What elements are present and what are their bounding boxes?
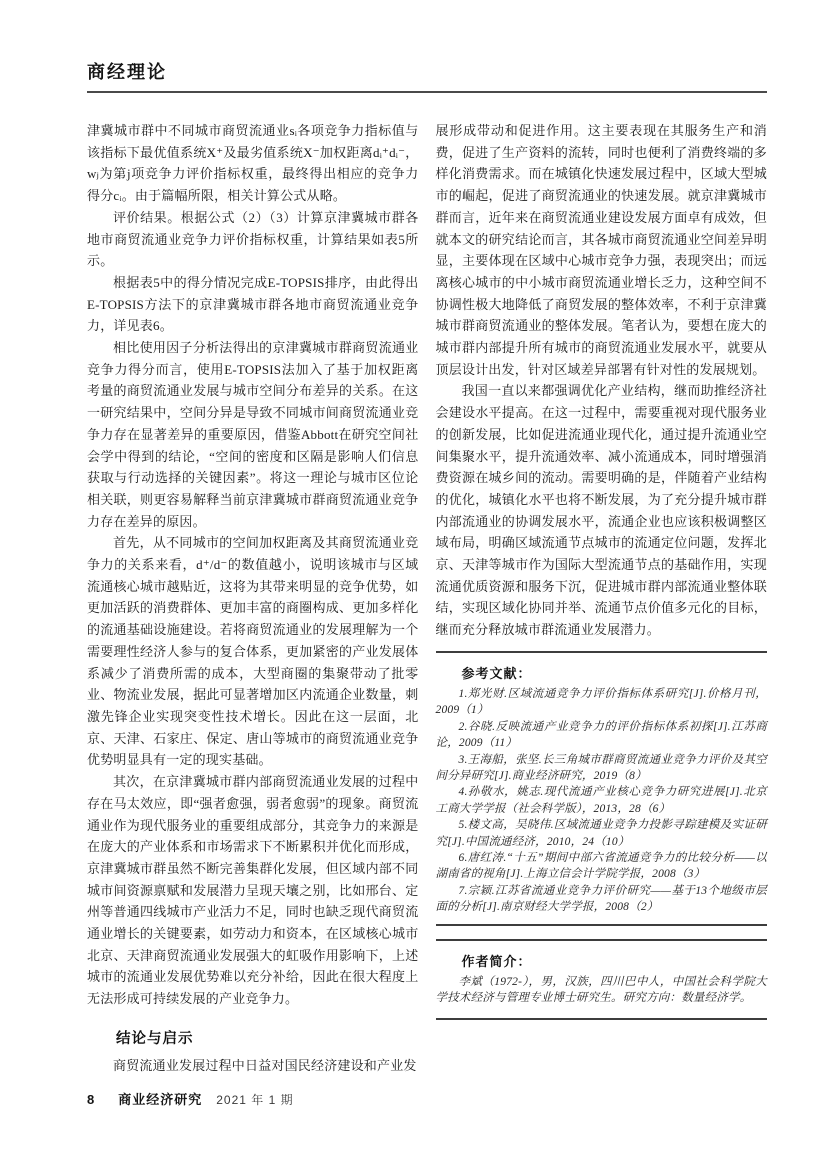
reference-item: 7.宗颖.江苏省流通业竞争力评价研究——基于13个地级市层面的分析[J].南京财经大学学报，2008（2） <box>435 884 767 914</box>
reference-item: 2.谷晓.反映流通产业竞争力的评价指标体系初探[J].江苏商论，2009（11） <box>435 720 767 750</box>
two-column-body <box>87 120 767 1077</box>
page-number: 8 <box>87 1092 95 1107</box>
body-paragraph: 我国一直以来都强调优化产业结构，继而助推经济社会建设水平提高。在这一过程中，需要重视对现代服务业的创新发展，比如促进流通业现代化，通过提升流通业空间集聚水平，提升流通效率、减小流通成本，同时增强消费资源在城乡间的流动。需要明确的是，伴随着产业结构的优化，城镇化水平也将不断发展，为了充分提升城市群内部流通业的协调发展水平，流通企业也应该积极调整区域布局，明确区域流通节点城市的流通定位问题，发挥北京、天津等城市作为国际大型流通节点的基础作用，实现流通优质资源和服务下沉，促进城市群内部流通业整体联结，实现区域化协同并举、流通节点价值多元化的目标，继而充分释放城市群流通业发展潜力。 <box>435 383 767 638</box>
reference-item: 1.郑光财.区域流通竞争力评价指标体系研究[J].价格月刊，2009（1） <box>435 687 767 717</box>
references-top-rule <box>436 651 768 653</box>
page-footer <box>87 1089 294 1108</box>
reference-item: 4.孙敬水，姚志.现代流通产业核心竞争力研究进展[J].北京工商大学学报（社会科学版），2013，28（6） <box>435 786 767 815</box>
author-section-divider <box>436 924 768 941</box>
author-bio-title: 作者简介： <box>461 953 532 969</box>
references-title: 参考文献： <box>461 665 532 681</box>
left-column <box>87 120 419 1077</box>
divider-line <box>436 924 768 926</box>
body-paragraph: 津冀城市群中不同城市商贸流通业sᵢ各项竞争力指标值与该指标下最优值系统X⁺及最劣值系统X⁻加权距离dᵢ⁺dᵢ⁻，wⱼ为第j项竞争力评价指标权重，最终得出相应的竞争力得分cᵢ。由于篇幅所限，相关计算公式从略。 <box>87 123 419 204</box>
section-header-title: 商经理论 <box>87 62 167 82</box>
body-paragraph: 展形成带动和促进作用。这主要表现在其服务生产和消费，促进了生产资料的流转，同时也便利了消费终端的多样化消费需求。而在城镇化快速发展过程中，区域大型城市的崛起，促进了商贸流通业的快速发展。就京津冀城市群而言，近年来在商贸流通业建设发展方面卓有成效，但就本文的研究结论而言，其各城市商贸流通业空间差异明显，主要体现在区域中心城市竞争力强，表现突出；而远离核心城市的中小城市商贸流通业增长乏力，这种空间不协调性极大地降低了商贸发展的整体效率，不利于京津冀城市群商贸流通业的整体发展。笔者认为，要想在庞大的城市群内部提升所有城市的商贸流通业发展水平，就要从顶层设计出发，针对区域差异部署有针对性的发展规划。 <box>435 123 767 377</box>
issue-label: 2021 年 1 期 <box>216 1093 294 1107</box>
conclusion-paragraph: 商贸流通业发展过程中日益对国民经济建设和产业发 <box>113 1057 417 1073</box>
header-rule <box>87 91 767 93</box>
body-paragraph: 根据表5中的得分情况完成E-TOPSIS排序，由此得出E-TOPSIS方法下的京津冀城市群各地市商贸流通业竞争力，详见表6。 <box>87 274 419 334</box>
author-bio-section <box>436 951 768 1007</box>
body-paragraph: 相比使用因子分析法得出的京津冀城市群商贸流通业竞争力得分而言，使用E-TOPSIS法加入了基于加权距离考量的商贸流通业发展与城市空间分布差异的关系。在这一研究结果中，空间分异是导致不同城市间商贸流通业竞争力存在显著差异的重要原因，借鉴Abbott在研究空间社会学中得到的结论，“空间的密度和区隔是影响人们信息获取与行动选择的关键因素”。将这一理论与城市区位论相关联，则更容易解释当前京津冀城市群商贸流通业竞争力存在差异的原因。 <box>87 340 419 529</box>
body-paragraph: 首先，从不同城市的空间加权距离及其商贸流通业竞争力的关系来看，d⁺/d⁻的数值越小，说明该城市与区域流通核心城市越贴近，这将为其带来明显的竞争优势，如更加活跃的消费群体、更加丰富的商圈构成、更加多样化的流通基础设施建设。若将商贸流通业的发展理解为一个需要理性经济人参与的复合体系，更加紧密的产业发展体系减少了消费所需的成本，大型商圈的集聚带动了批零业、物流业发展，据此可显著增加区内流通企业数量，刺激先锋企业实现突变性技术增长。因此在这一层面，北京、天津、石家庄、保定、唐山等城市的商贸流通业竞争优势明显具有一定的现实基础。 <box>87 535 419 768</box>
body-paragraph: 评价结果。根据公式（2）（3）计算京津冀城市群各地市商贸流通业竞争力评价指标权重，计算结果如表5所示。 <box>87 209 419 269</box>
author-bio-text: 李斌（1972-），男，汉族，四川巴中人，中国社会科学院大学技术经济与管理专业博士研究生。研究方向：数量经济学。 <box>435 975 767 1004</box>
right-column <box>436 120 768 1077</box>
body-paragraph: 其次，在京津冀城市群内部商贸流通业发展的过程中存在马太效应，即“强者愈强，弱者愈弱”的现象。商贸流通业作为现代服务业的重要组成部分，其竞争力的来源是在庞大的产业体系和市场需求下不断累积并优化而形成，京津冀城市群虽然不断完善集群化发展，但区域内部不同城市间资源禀赋和发展潜力呈现天壤之别，比如邢台、定州等普通四线城市产业活力不足，同时也缺乏现代商贸流通业增长的关键要素，如劳动力和资本，在区域核心城市北京、天津商贸流通业发展强大的虹吸作用影响下，上述城市的流通业发展优势难以充分补给，因此在很大程度上无法形成可持续发展的产业竞争力。 <box>87 774 419 1007</box>
references-section <box>436 663 768 916</box>
reference-item: 3.王海船，张坚.长三角城市群商贸流通业竞争力评价及其空间分异研究[J].商业经济研究，2019（8） <box>435 753 767 782</box>
reference-item: 5.楼文高，吴晓伟.区域流通业竞争力投影寻踪建模及实证研究[J].中国流通经济，2010，24（10） <box>435 819 767 848</box>
divider-line <box>436 939 768 941</box>
journal-name: 商业经济研究 <box>118 1092 203 1107</box>
author-bottom-rule <box>436 1018 768 1020</box>
reference-item: 6.唐红涛.“十五”期间中部六省流通竞争力的比较分析——以湖南省的视角[J].上海立信会计学院学报，2008（3） <box>435 851 767 881</box>
conclusion-section-heading: 结论与启示 <box>116 1030 194 1047</box>
